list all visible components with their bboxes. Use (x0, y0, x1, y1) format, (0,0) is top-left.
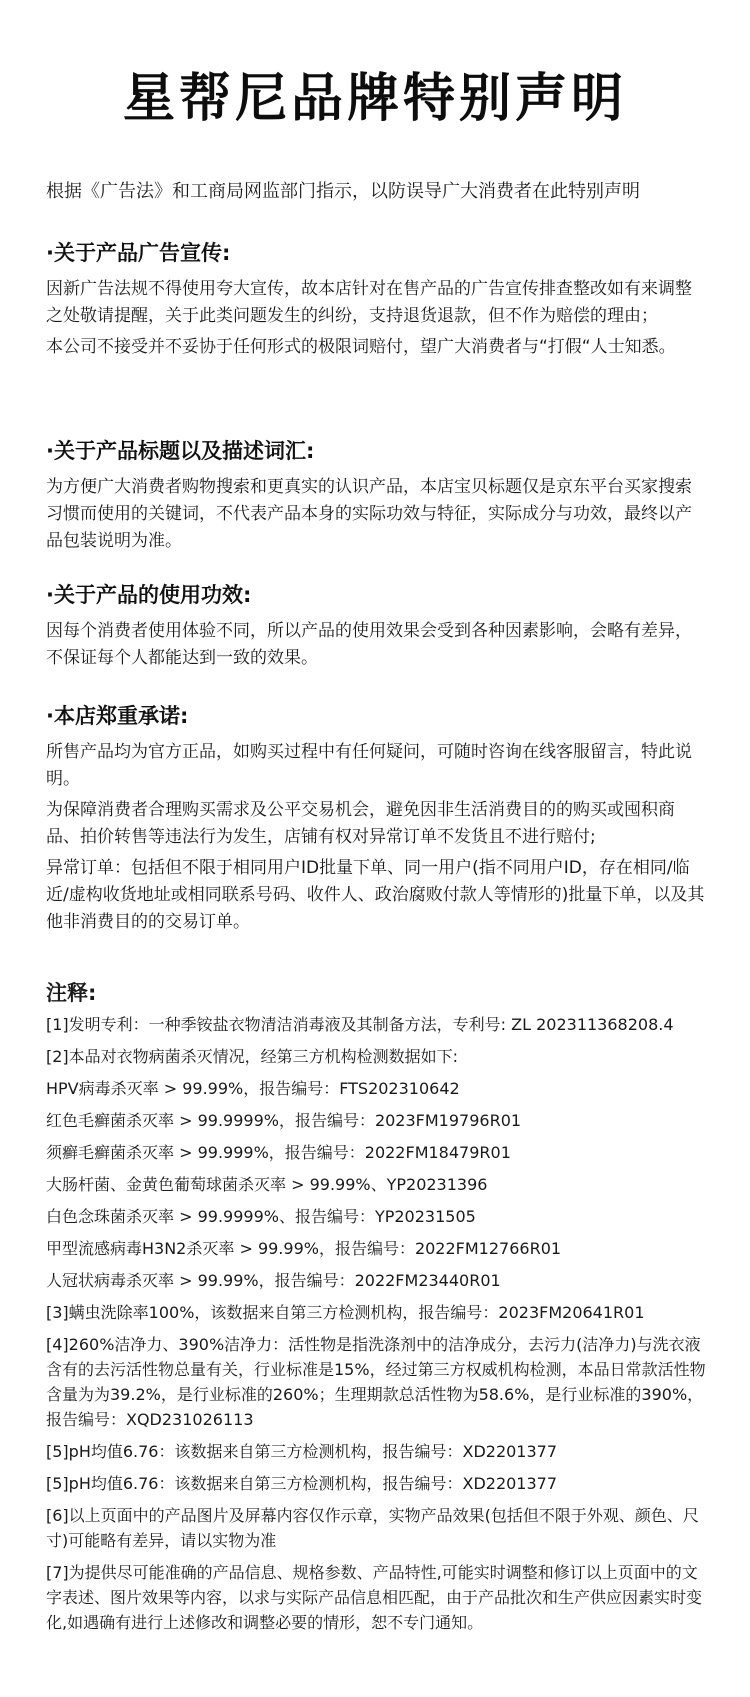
section-paragraph: 为方便广大消费者购物搜索和更真实的认识产品，本店宝贝标题仅是京东平台买家搜索习惯而使用的关键词，不代表产品本身的实际功效与特征，实际成分与功效，最终以产品包装说明为准。 (46, 477, 692, 551)
notes-heading: 注释: (46, 981, 97, 1005)
note-item: [3]螨虫洗除率100%，该数据来自第三方检测机构，报告编号：2023FM20641R01 (46, 1303, 645, 1322)
section-heading: ·本店郑重承诺: (46, 704, 189, 728)
note-item: 须癣毛癣菌杀灭率 > 99.999%，报告编号：2022FM18479R01 (46, 1143, 511, 1162)
note-item: 甲型流感病毒H3N2杀灭率 > 99.99%，报告编号：2022FM12766R01 (46, 1239, 562, 1258)
section-promise (46, 701, 706, 940)
section-heading: ·关于产品标题以及描述词汇: (46, 439, 315, 463)
note-item: [4]260%洁净力、390%洁净力：活性物是指洗涤剂中的洁净成分，去污力(洁净力)与洗衣液含有的去污活性物总量有关，行业标准是15%，经过第三方权威机构检测，本品日常款活性物含量为为39.2%，是行业标准的260%；生理期款总活性物为58.6%，是行业标准的390%，报告编号：XQD231026113 (46, 1335, 706, 1429)
section-paragraph: 因新广告法规不得使用夸大宣传，故本店针对在售产品的广告宣传排查整改如有来调整之处敬请提醒，关于此类问题发生的纠纷，支持退货退款，但不作为赔偿的理由； (46, 279, 692, 326)
section-paragraph: 本公司不接受并不妥协于任何形式的极限词赔付，望广大消费者与“打假“人士知悉。 (46, 337, 676, 357)
intro-text: 根据《广告法》和工商局网监部门指示，以防误导广大消费者在此特别声明 (46, 181, 640, 202)
note-item: 白色念珠菌杀灭率 > 99.9999%、报告编号：YP20231505 (46, 1207, 476, 1226)
notes-section (46, 978, 706, 1642)
note-item: [5]pH均值6.76：该数据来自第三方检测机构，报告编号：XD2201377 (46, 1474, 558, 1493)
note-item: HPV病毒杀灭率 > 99.99%，报告编号：FTS202310642 (46, 1079, 460, 1098)
note-item: [1]发明专利：一种季铵盐衣物清洁消毒液及其制备方法，专利号: ZL 202311368208.4 (46, 1015, 674, 1034)
note-item: [6]以上页面中的产品图片及屏幕内容仅作示章，实物产品效果(包括但不限于外观、颜色、尺寸)可能略有差异，请以实物为准 (46, 1506, 699, 1550)
section-paragraph: 所售产品均为官方正品，如购买过程中有任何疑问，可随时咨询在线客服留言，特此说明。 (46, 742, 692, 789)
section-title-description (46, 436, 706, 559)
page-title: 星帮尼品牌特别声明 (122, 69, 627, 129)
note-item: [5]pH均值6.76：该数据来自第三方检测机构，报告编号：XD2201377 (46, 1442, 558, 1461)
note-item: 大肠杆菌、金黄色葡萄球菌杀灭率 > 99.99%、YP20231396 (46, 1175, 488, 1194)
section-advertising (46, 238, 706, 365)
section-heading: ·关于产品广告宣传: (46, 241, 231, 265)
note-item: 人冠状病毒杀灭率 > 99.99%，报告编号：2022FM23440R01 (46, 1271, 501, 1290)
section-paragraph: 为保障消费者合理购买需求及公平交易机会，避免因非生活消费目的的购买或囤积商品、拍价转售等违法行为发生，店铺有权对异常订单不发货且不进行赔付; (46, 800, 675, 847)
section-paragraph: 因每个消费者使用体验不同，所以产品的使用效果会受到各种因素影响，会略有差异，不保证每个人都能达到一致的效果。 (46, 621, 692, 668)
section-heading: ·关于产品的使用功效: (46, 583, 252, 607)
note-item: [7]为提供尽可能准确的产品信息、规格参数、产品特性,可能实时调整和修订以上页面中的文字表述、图片效果等内容，以求与实际产品信息相匹配，由于产品批次和生产供应因素实时变化,如遇确有进行上述修改和调整必要的情形，恕不专门通知。 (46, 1563, 703, 1632)
section-efficacy (46, 580, 706, 676)
note-item: 红色毛癣菌杀灭率 > 99.9999%，报告编号：2023FM19796R01 (46, 1111, 522, 1130)
section-paragraph: 异常订单：包括但不限于相同用户ID批量下单、同一用户(指不同用户ID，存在相同/临近/虚构收货地址或相同联系号码、收件人、政治腐败付款人等情形的)批量下单，以及其他非消费目的的交易订单。 (46, 858, 705, 932)
note-item: [2]本品对衣物病菌杀灭情况，经第三方机构检测数据如下: (46, 1047, 459, 1066)
